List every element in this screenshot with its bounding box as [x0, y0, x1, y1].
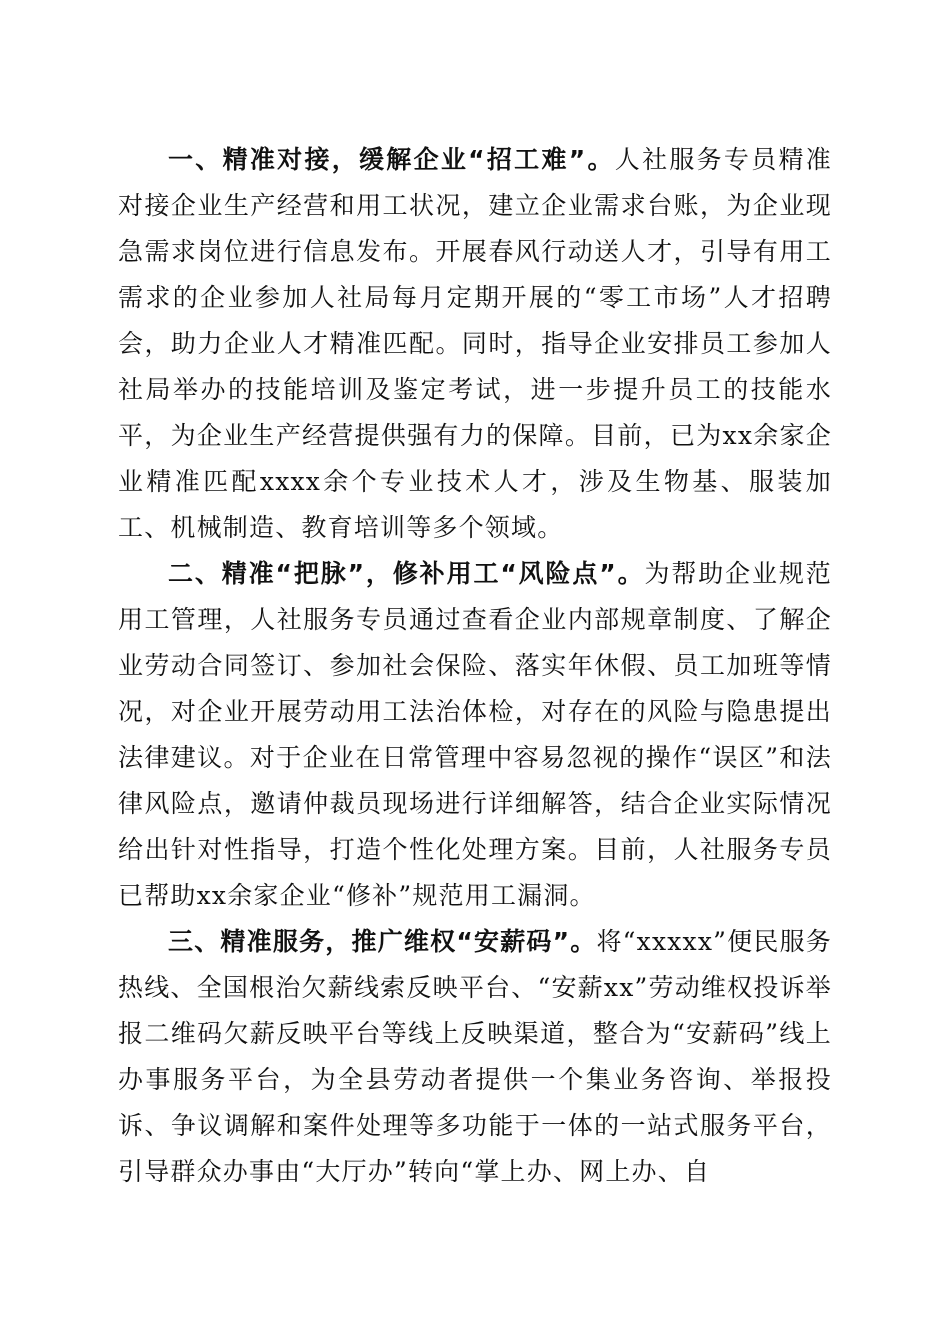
paragraph-3-text: 将“xxxxx”便民服务热线、全国根治欠薪线索反映平台、“安薪xx”劳动维权投诉举报二维码欠薪反映平台等线上反映渠道，整合为“安薪码”线上办事服务平台，为全县劳动者提供一个集业务咨询、举报投诉、争议调解和案件处理等多功能于一体的一站式服务平台，引导群众办事由“大厅办”转向“掌上办、网上办、自	[118, 927, 832, 1186]
paragraph-2-text: 为帮助企业规范用工管理，人社服务专员通过查看企业内部规章制度、了解企业劳动合同签订、参加社会保险、落实年休假、员工加班等情况，对企业开展劳动用工法治体检，对存在的风险与隐患提出法律建议。对于企业在日常管理中容易忽视的操作“误区”和法律风险点，邀请仲裁员现场进行详细解答，结合企业实际情况给出针对性指导，打造个性化处理方案。目前，人社服务专员已帮助xx余家企业“修补”规范用工漏洞。	[118, 559, 832, 910]
paragraph-1	[118, 137, 832, 551]
paragraph-1-heading: 一、精准对接，缓解企业“招工难”。	[168, 145, 615, 174]
paragraph-1-text: 人社服务专员精准对接企业生产经营和用工状况，建立企业需求台账，为企业现急需求岗位进行信息发布。开展春风行动送人才，引导有用工需求的企业参加人社局每月定期开展的“零工市场”人才招聘会，助力企业人才精准匹配。同时，指导企业安排员工参加人社局举办的技能培训及鉴定考试，进一步提升员工的技能水平，为企业生产经营提供强有力的保障。目前，已为xx余家企业精准匹配xxxx余个专业技术人才，涉及生物基、服装加工、机械制造、教育培训等多个领域。	[118, 145, 833, 542]
paragraph-2	[118, 551, 832, 919]
paragraph-2-heading: 二、精准“把脉”，修补用工“风险点”。	[168, 559, 645, 588]
document-body	[118, 137, 832, 1195]
paragraph-3	[118, 919, 832, 1195]
paragraph-3-heading: 三、精准服务，推广维权“安薪码”。	[168, 927, 597, 956]
